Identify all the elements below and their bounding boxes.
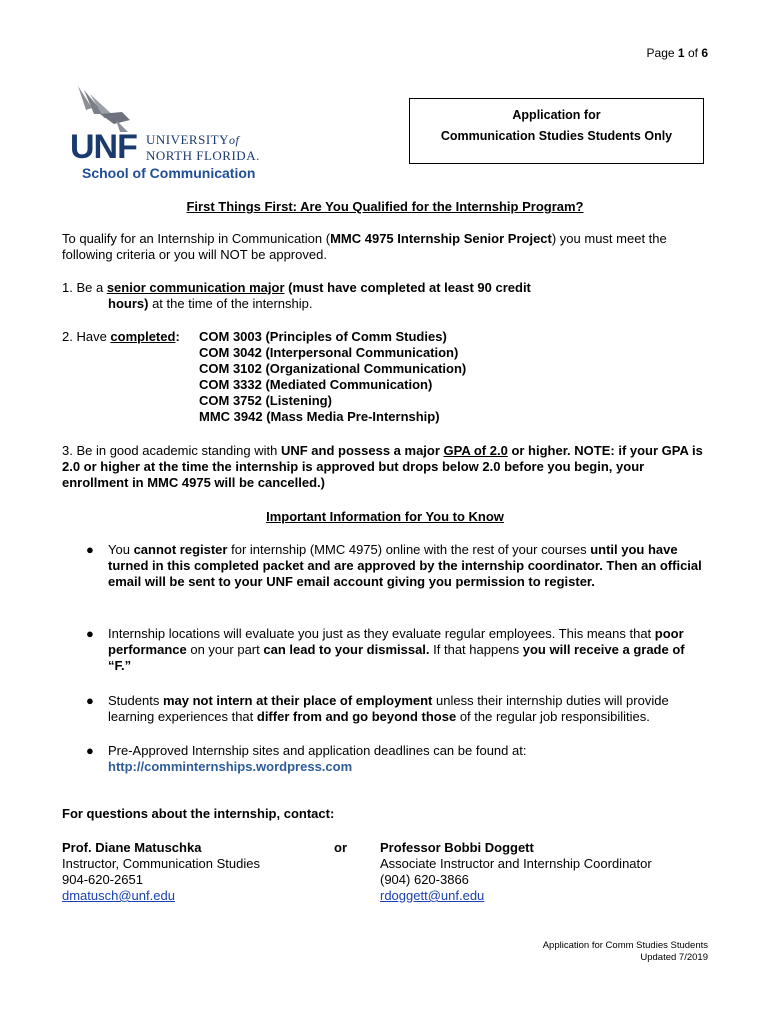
b1-t2: for internship (MMC 4975) online with the rest of your courses	[227, 542, 591, 557]
b3-t3: of the regular job responsibilities.	[456, 709, 650, 724]
b3-b1: may not intern at their place of employment	[162, 693, 433, 708]
bullet-performance	[108, 626, 708, 674]
school-name: School of Communication	[82, 165, 256, 181]
course-item: COM 3042 (Interpersonal Communication)	[199, 345, 459, 360]
contact-left-name: Prof. Diane Matuschka	[62, 840, 202, 855]
page-label: Page	[646, 46, 675, 60]
intro-post: ) you must meet the following criteria or you will NOT be approved.	[62, 231, 667, 262]
application-box	[409, 98, 704, 164]
contact-left-title: Instructor, Communication Studies	[62, 856, 260, 871]
intro-paragraph	[62, 231, 712, 263]
item3-b1: UNF and possess a major	[280, 443, 444, 458]
b2-b3: you will receive a grade of “F.”	[108, 642, 685, 673]
contact-left-phone: 904-620-2651	[62, 872, 143, 887]
important-heading: Important Information for You to Know	[266, 509, 504, 524]
item1-bold2: hours)	[108, 296, 149, 311]
logo-university: UNIVERSITY	[146, 132, 229, 147]
page-title: First Things First: Are You Qualified for the Internship Program?	[186, 199, 584, 214]
box-line-1: Application for	[512, 108, 601, 122]
course-item: COM 3332 (Mediated Communication)	[199, 377, 433, 392]
course-item: COM 3752 (Listening)	[199, 393, 332, 408]
contact-right-title: Associate Instructor and Internship Coordinator	[380, 856, 652, 871]
b3-t2: unless their internship duties will provide learning experiences that	[108, 693, 669, 724]
footer-line-1: Application for Comm Studies Students	[542, 940, 708, 951]
osprey-icon	[70, 84, 140, 134]
b1-b2: until you have turned in this completed packet and are approved by the internship coordinator. Then an official email will be sent to your UNF email account giving you permission to register.	[108, 542, 702, 589]
item2-num: 2. Have	[62, 329, 111, 344]
b2-t2: on your part	[186, 642, 264, 657]
contact-right	[380, 840, 652, 904]
footer-line-2: Updated 7/2019	[640, 952, 708, 963]
course-item: COM 3102 (Organizational Communication)	[199, 361, 467, 376]
contact-right-name: Professor Bobbi Doggett	[380, 840, 534, 855]
logo-north-florida: NORTH FLORIDA.	[146, 148, 260, 163]
item3-gpa: GPA of 2.0	[443, 443, 508, 458]
item1-bold: (must have completed at least 90 credit	[284, 280, 531, 295]
unf-logo	[70, 84, 270, 164]
item1-num: 1. Be a	[62, 280, 107, 295]
logo-unf-text: UNF	[70, 128, 137, 166]
box-line-2: Communication Studies Students Only	[440, 129, 673, 143]
bullet-icon: ●	[86, 743, 94, 758]
criteria-item-1	[62, 280, 712, 312]
item1-rest: at the time of the internship.	[148, 296, 313, 311]
b4-t1: Pre-Approved Internship sites and application deadlines can be found at:	[108, 743, 527, 758]
b2-t1: Internship locations will evaluate you just as they evaluate regular employees. This means that	[108, 626, 655, 641]
course-list	[199, 329, 466, 425]
course-item: COM 3003 (Principles of Comm Studies)	[199, 329, 447, 344]
internships-link[interactable]: http://comminternships.wordpress.com	[108, 759, 353, 774]
b1-b1: cannot register	[133, 542, 228, 557]
item2-colon: :	[175, 329, 180, 344]
page-total: 6	[701, 46, 708, 60]
b2-t3: If that happens	[429, 642, 523, 657]
intro-pre: To qualify for an Internship in Communication (	[62, 231, 331, 246]
footer	[543, 940, 708, 964]
contact-heading: For questions about the internship, contact:	[62, 806, 335, 821]
bullet-register	[108, 542, 708, 590]
contact-left	[62, 840, 260, 904]
b1-t1: You	[108, 542, 134, 557]
bullet-icon: ●	[86, 542, 94, 557]
bullet-icon: ●	[86, 626, 94, 641]
logo-university-text	[146, 132, 260, 163]
b3-b2: differ from and go beyond those	[256, 709, 457, 724]
bullet-employment	[108, 693, 708, 725]
contact-right-email[interactable]: rdoggett@unf.edu	[380, 888, 485, 903]
page-number	[647, 46, 708, 60]
contact-right-phone: (904) 620-3866	[380, 872, 469, 887]
item3-b2: or higher. NOTE: if your GPA is 2.0 or higher at the time the internship is approved but drops below 2.0 before you begin, your enrollment in MMC 4975 will be cancelled.)	[62, 443, 703, 490]
b2-b2: can lead to your dismissal.	[263, 642, 430, 657]
intro-course: MMC 4975 Internship Senior Project	[330, 231, 552, 246]
criteria-item-3	[62, 443, 712, 491]
b3-t1: Students	[108, 693, 163, 708]
bullet-sites	[108, 743, 708, 775]
contact-left-email[interactable]: dmatusch@unf.edu	[62, 888, 175, 903]
page-current: 1	[677, 46, 685, 60]
contact-or: or	[334, 840, 347, 855]
page-of: of	[687, 46, 698, 60]
logo-of: of	[229, 133, 240, 147]
item1-major: senior communication major	[106, 280, 285, 295]
item3-pre: 3. Be in good academic standing with	[62, 443, 281, 458]
b2-b1: poor performance	[108, 626, 684, 657]
bullet-icon: ●	[86, 693, 94, 708]
course-item: MMC 3942 (Mass Media Pre-Internship)	[199, 409, 440, 424]
item2-completed: completed	[110, 329, 176, 344]
